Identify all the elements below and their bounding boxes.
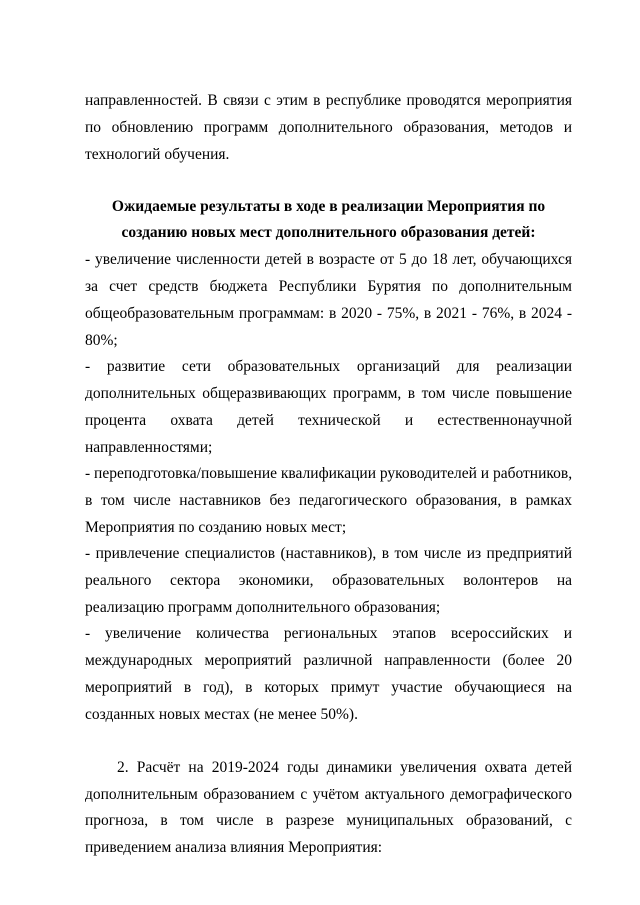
result-line-17: мероприятий в год), в которых примут участие обучающиеся на [85,679,572,696]
section-heading-line-1: Ожидаемые результаты в ходе в реализации Мероприятия по [111,198,546,215]
section2-line-2: дополнительным образованием с учётом актуального демографического [85,786,572,803]
section-heading-line-2: созданию новых мест дополнительного образования детей: [121,224,536,241]
result-line-5: - развитие сети образовательных организаций для реализации [85,358,572,375]
result-line-3: общеобразовательным программам: в 2020 - 75%, в 2021 - 76%, в 2024 - [85,305,572,322]
result-line-9: - переподготовка/повышение квалификации руководителей и работников, [85,465,573,482]
section2-line-4: приведением анализа влияния Мероприятия: [85,839,383,856]
result-line-16: международных мероприятий различной направленности (более 20 [85,652,572,669]
result-line-11: Мероприятия по созданию новых мест; [85,519,347,536]
section2-line-3: прогноза, в том числе в разрезе муниципальных образований, с [85,812,572,829]
result-line-6: дополнительных общеразвивающих программ, в том числе повышение [85,385,572,402]
result-line-14: реализацию программ дополнительного образования; [85,599,441,616]
result-line-7: процента охвата детей технической и естественнонаучной [85,412,572,429]
section2-line-1: 2. Расчёт на 2019-2024 годы динамики увеличения охвата детей [117,759,572,776]
result-line-4: 80%; [85,332,118,349]
intro-line-2: по обновлению программ дополнительного образования, методов и [85,119,572,136]
result-line-18: созданных новых местах (не менее 50%). [85,706,358,723]
result-line-1: - увеличение численности детей в возрасте от 5 до 18 лет, обучающихся [85,251,572,268]
intro-line-1: направленностей. В связи с этим в республике проводятся мероприятия [85,92,572,109]
result-line-8: направленностями; [85,439,213,456]
result-line-12: - привлечение специалистов (наставников), в том числе из предприятий [85,545,572,562]
intro-line-3: технологий обучения. [85,146,230,163]
result-line-10: в том числе наставников без педагогического образования, в рамках [85,492,572,509]
result-line-13: реального сектора экономики, образовательных волонтеров на [85,572,572,589]
result-line-15: - увеличение количества региональных этапов всероссийских и [85,625,572,642]
result-line-2: за счет средств бюджета Республики Бурятия по дополнительным [85,278,572,295]
